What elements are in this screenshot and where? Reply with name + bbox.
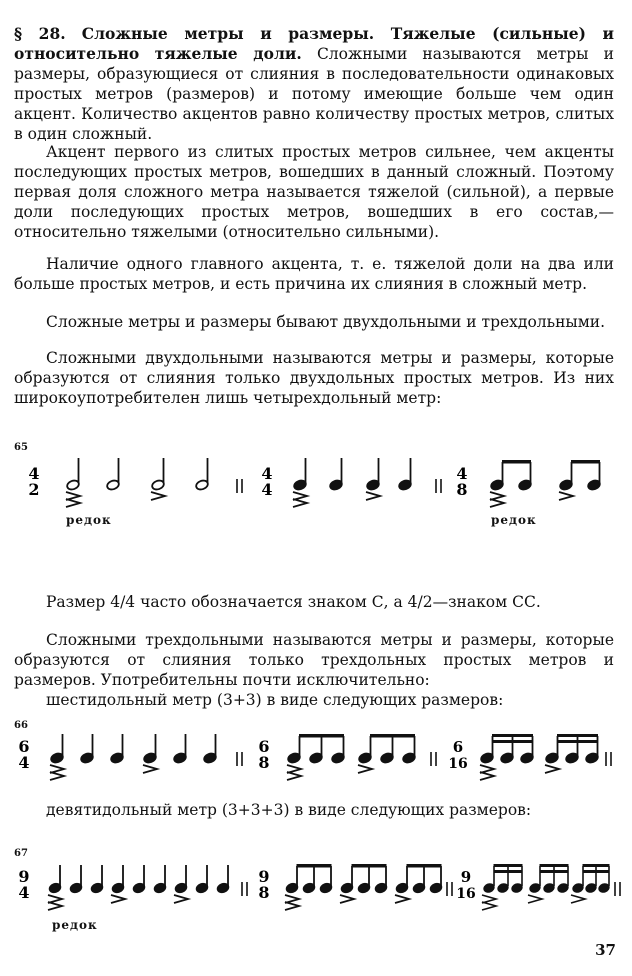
paragraph-1	[14, 24, 614, 144]
time-sig-bottom: 4	[261, 480, 273, 499]
quarter-note	[293, 458, 307, 507]
sixteenth-note-triplet	[545, 734, 599, 773]
half-note	[195, 458, 209, 491]
time-sig-top: 6	[452, 738, 464, 756]
time-sig-top: 9	[258, 867, 270, 886]
example-number-65: 65	[14, 442, 28, 453]
time-sig-bottom: 8	[258, 883, 270, 902]
barline-double	[447, 882, 452, 896]
time-sig-bottom: 16	[456, 886, 476, 902]
time-sig-top: 9	[18, 867, 30, 886]
quarter-note	[366, 458, 380, 500]
section-heading: Сложные метры и размеры. Тяжелые (сильные) и относительно тяжелые доли.	[14, 24, 614, 63]
music-example-65	[0, 452, 632, 532]
paragraph-5: Сложными двухдольными называются метры и размеры, которые образуются от слияния только двухдольных простых метров. Из них широкоупотребителен лишь четырехдольный метр:	[14, 349, 614, 407]
rare-label: редок	[491, 513, 537, 527]
quarter-notes-group	[48, 865, 230, 910]
time-sig-top: 9	[460, 868, 472, 886]
eighth-note-triplet	[358, 734, 416, 773]
barline-double	[615, 882, 620, 896]
time-sig-bottom: 4	[18, 883, 30, 902]
time-sig-top: 6	[18, 737, 30, 756]
time-sig-bottom: 2	[28, 480, 40, 499]
eighth-note-triplet	[287, 734, 345, 780]
paragraph-9: девятидольный метр (3+3+3) в виде следующих размеров:	[46, 801, 532, 819]
section-number: § 28.	[14, 24, 66, 43]
quarter-note	[329, 458, 343, 491]
paragraph-7: Сложными трехдольными называются метры и размеры, которые образуются от слияния только трехдольных простых метров и размеров. Употребительны почти исключительно:	[14, 631, 614, 689]
barline-double	[242, 882, 247, 896]
time-sig-top: 4	[261, 464, 273, 483]
barline-double	[606, 752, 611, 766]
quarter-note	[398, 458, 412, 491]
example-number-66: 66	[14, 720, 28, 731]
time-sig-top: 4	[456, 464, 468, 483]
paragraph-3: Наличие одного главного акцента, т. е. тяжелой доли на два или больше простых метров, и есть причина их слияния в сложный метр.	[14, 255, 614, 293]
paragraph-2: Акцент первого из слитых простых метров сильнее, чем акценты последующих простых метров, вошедших в данный сложный. Поэтому первая доля сложного метра называется тяжелой (сильной), а первые доли последующих простых метров, вошедших в его состав,— относительно тяжелыми (относительно сильными).	[14, 143, 614, 241]
eighth-note-triplets	[285, 864, 443, 910]
rare-label: редок	[52, 918, 98, 932]
time-sig-top: 4	[28, 464, 40, 483]
barline-double	[431, 752, 436, 766]
time-sig-bottom: 8	[258, 753, 270, 772]
time-sig-bottom: 8	[456, 480, 468, 499]
paragraph-4: Сложные метры и размеры бывают двухдольными и трехдольными.	[46, 313, 606, 331]
quarter-notes-group	[50, 734, 217, 780]
barline-double	[237, 752, 242, 766]
paragraph-6: Размер 4/4 часто обозначается знаком С, а 4/2—знаком СС.	[46, 593, 541, 611]
paragraph-1-text: Сложными называются метры и размеры, образующиеся от слияния в последовательности одинаковых простых метров (размеров) и потому имеющие больше чем один акцент. Количество акцентов равно количеству простых метров, слитых в один сложный.	[14, 45, 614, 143]
music-example-66	[0, 730, 632, 790]
sixteenth-note-triplets	[482, 864, 610, 910]
paragraph-8: шестидольный метр (3+3) в виде следующих размеров:	[46, 691, 504, 709]
time-sig-bottom: 4	[18, 753, 30, 772]
half-note	[106, 458, 120, 491]
rare-label: редок	[66, 513, 112, 527]
page-number: 37	[595, 941, 616, 959]
time-sig-top: 6	[258, 737, 270, 756]
sixteenth-note-triplet	[480, 734, 534, 780]
eighth-note-group	[559, 460, 601, 500]
barline-double	[436, 479, 441, 493]
time-sig-bottom: 16	[448, 756, 468, 772]
half-note	[66, 458, 80, 507]
half-note	[151, 458, 165, 500]
example-number-67: 67	[14, 848, 28, 859]
barline-double	[237, 479, 242, 493]
eighth-note-group	[490, 460, 532, 507]
music-example-67	[0, 860, 632, 940]
